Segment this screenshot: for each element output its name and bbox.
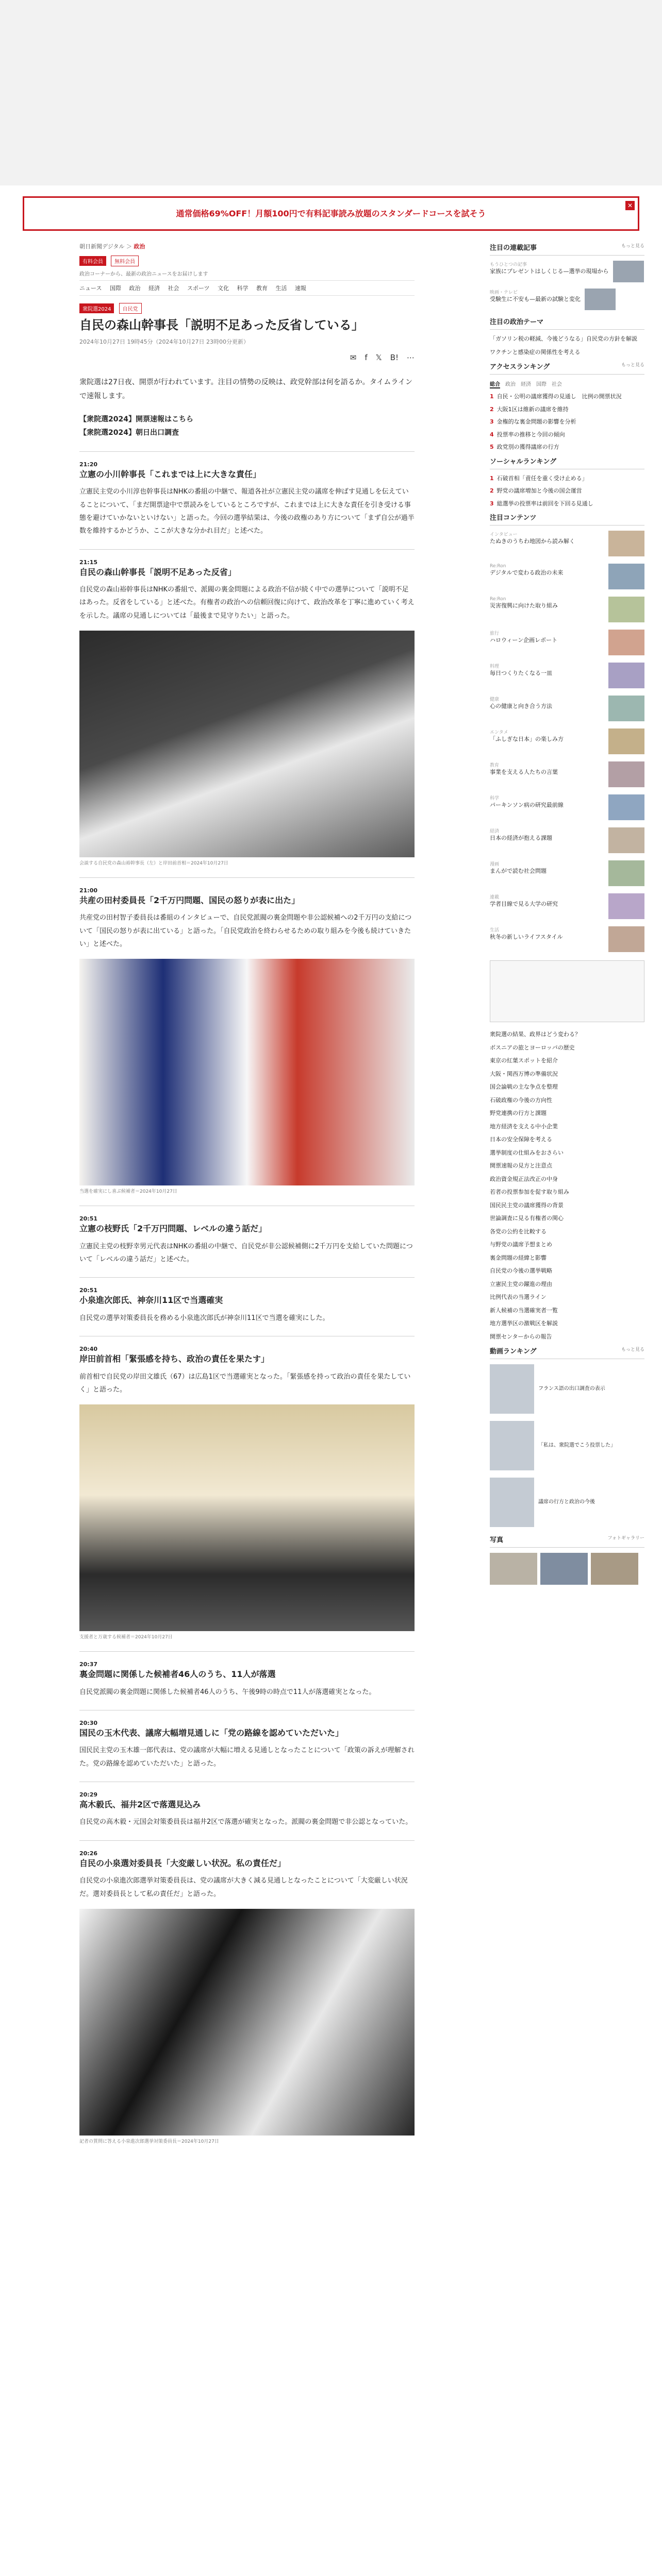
related-links — [79, 413, 415, 440]
rank-item[interactable] — [490, 405, 644, 414]
content-item[interactable] — [490, 794, 644, 820]
video-title: フランス語の出口調査の表示 — [538, 1386, 605, 1392]
x-icon[interactable]: 𝕏 — [375, 353, 382, 363]
section-header-ranking — [490, 361, 644, 375]
entry-time: 21:15 — [79, 558, 98, 566]
pick-thumbnail — [585, 289, 616, 310]
rank-text: 総選挙の投票率は前回を下回る見通し — [496, 500, 593, 507]
video-thumbnail — [490, 1421, 534, 1470]
content-category: Re:Ron — [490, 564, 506, 569]
more-link[interactable]: もっと見る — [621, 363, 644, 368]
list-item[interactable]: 衆院選の結果、政界はどう変わる？ — [490, 1031, 581, 1038]
list-item[interactable]: 比例代表の当選ライン — [490, 1294, 547, 1300]
more-link[interactable]: もっと見る — [621, 1347, 644, 1352]
content-text-wrap — [490, 761, 604, 787]
entry-time: 20:37 — [79, 1661, 98, 1668]
list-item[interactable]: 選挙制度の仕組みをおさらい — [490, 1149, 564, 1156]
tab-politics[interactable]: 政治 — [505, 382, 516, 387]
section-header-picks — [490, 242, 644, 256]
more-link[interactable]: もっと見る — [621, 244, 644, 249]
promo-banner[interactable] — [23, 196, 639, 231]
close-icon[interactable]: ✕ — [625, 201, 635, 210]
pick-item[interactable] — [490, 261, 644, 282]
content-item[interactable] — [490, 761, 644, 787]
catnav-item[interactable]: 生活 — [275, 285, 287, 292]
rank-number: 1 — [490, 474, 494, 482]
tab-all[interactable]: 総合 — [490, 380, 500, 388]
timeline-entry — [79, 1782, 415, 1829]
content-thumbnail — [608, 531, 644, 556]
content-title: 心の健康と向き合う方法 — [490, 703, 552, 709]
content-thumbnail — [608, 696, 644, 721]
entry-body: 自民党の選挙対策委員長を務める小泉進次郎氏が神奈川11区で当選を確実にした。 — [79, 1314, 329, 1322]
content-category: エンタメ — [490, 730, 508, 735]
pick-text: 受験生に不安も—最新の試験と変化 — [490, 296, 581, 302]
article-title: 自民の森山幹事長「説明不足あった反省している」 — [79, 317, 364, 332]
entry-body: 前首相で自民党の岸田文雄氏（67）は広島1区で当選確実となった。「緊張感を持って政治の責任を果たしていく」と語った。 — [79, 1372, 411, 1394]
list-item[interactable]: 国民民主党の議席獲得の背景 — [490, 1201, 564, 1209]
pick-category: 映画・テレビ — [490, 290, 518, 295]
link-exitpoll[interactable]: 【衆院選2024】朝日出口調査 — [79, 429, 179, 437]
share-bar — [79, 350, 415, 365]
entry-time: 21:20 — [79, 461, 98, 468]
entry-time: 20:51 — [79, 1215, 98, 1223]
list-item[interactable]: 政治資金規正法改正の中身 — [490, 1175, 558, 1182]
content-item[interactable] — [490, 893, 644, 919]
list-item[interactable]: 与野党の議席予想まとめ — [490, 1241, 552, 1248]
pick-thumbnail — [613, 261, 644, 282]
timeline-entry — [79, 1651, 415, 1699]
facebook-icon[interactable]: f — [365, 353, 368, 363]
entry-headline: 立憲の小川幹事長「これまでは上に大きな責任」 — [79, 469, 261, 479]
list-item[interactable]: 開票速報の見方と注意点 — [490, 1162, 552, 1169]
rank-item[interactable] — [490, 443, 644, 452]
entry-body: 共産党の田村智子委員長は番組のインタビューで、自民党派閥の裏金問題や非公認候補への2千万円の支給について「国民の怒りが表に出ている」と語った。「自民党政治を終わらせるための取り組みを今後も続けていきたい」と述べた。 — [79, 914, 412, 948]
content-item[interactable] — [490, 860, 644, 886]
video-title: 議席の行方と政治の今後 — [538, 1499, 595, 1505]
list-item[interactable]: 開票センターからの報告 — [490, 1333, 552, 1340]
rank-text: 政党別の獲得議席の行方 — [496, 444, 559, 450]
rank-item[interactable] — [490, 474, 644, 483]
section-title: 注目コンテンツ — [490, 514, 537, 522]
article-main — [79, 242, 415, 2576]
content-item[interactable] — [490, 663, 644, 688]
list-item[interactable]: 各党の公約を比較する — [490, 1228, 547, 1235]
rank-text: 自民・公明の議席獲得の見通し 比例の開票状況 — [496, 393, 622, 400]
badge-free: 無料会員 — [111, 256, 139, 266]
rank-number: 2 — [490, 487, 494, 494]
video-item[interactable] — [490, 1421, 644, 1470]
photo-caption: 記者の質問に答える小泉進次郎選挙対策委員長＝2024年10月27日 — [79, 2139, 219, 2144]
entry-time: 20:30 — [79, 1720, 98, 1726]
rank-number: 4 — [490, 431, 494, 438]
video-item[interactable] — [490, 1478, 644, 1527]
entry-headline: 自民の森山幹事長「説明不足あった反省」 — [79, 567, 236, 577]
article-tags — [79, 303, 415, 314]
list-item[interactable]: 裏金問題の経緯と影響 — [490, 1254, 547, 1261]
timeline-entry — [79, 1840, 415, 2144]
contents-list — [490, 531, 644, 952]
article-photo[interactable] — [79, 631, 415, 857]
timeline-entry — [79, 1277, 415, 1325]
list-item[interactable]: 国会論戦の主な争点を整理 — [490, 1083, 558, 1090]
catnav-item[interactable]: 科学 — [237, 285, 249, 292]
rank-item[interactable] — [490, 500, 644, 509]
breadcrumb-current[interactable]: 政治 — [134, 243, 145, 250]
more-link[interactable]: フォトギャラリー — [607, 1536, 644, 1541]
content-category: 生活 — [490, 928, 500, 933]
rank-text: 野党の議席増加と今後の国会運営 — [496, 487, 582, 494]
entry-time: 20:29 — [79, 1791, 98, 1799]
article-photo[interactable] — [79, 959, 415, 1185]
rank-item[interactable] — [490, 431, 644, 439]
entry-time: 21:00 — [79, 887, 98, 894]
content-category: 料理 — [490, 664, 500, 669]
content-text-wrap — [490, 597, 604, 622]
timeline-entry — [79, 549, 415, 866]
catnav-item[interactable]: 政治 — [129, 285, 141, 292]
rank-item[interactable] — [490, 487, 644, 496]
section-header-social — [490, 456, 644, 469]
content-thumbnail — [608, 893, 644, 919]
list-item[interactable]: 地方選挙区の激戦区を解説 — [490, 1320, 558, 1327]
timeline-entry — [79, 451, 415, 538]
entry-time: 20:26 — [79, 1850, 98, 1857]
content-item[interactable] — [490, 926, 644, 952]
video-thumbnail — [490, 1364, 534, 1414]
content-text-wrap — [490, 630, 604, 655]
ranking-tabs — [490, 380, 644, 388]
section-header-video — [490, 1346, 644, 1359]
content-thumbnail — [608, 564, 644, 589]
section-title: アクセスランキング — [490, 363, 550, 371]
rank-text: 金権的な裏金問題の影響を分析 — [496, 418, 576, 425]
video-thumbnail — [490, 1478, 534, 1527]
content-category: インタビュー — [490, 532, 518, 537]
section-header-photo — [490, 1534, 644, 1548]
content-text-wrap — [490, 893, 604, 919]
rank-text: 投票率の推移と今回の傾向 — [496, 431, 565, 438]
content-item[interactable] — [490, 696, 644, 721]
content-category: 教育 — [490, 763, 500, 768]
photo-caption: 当選を確実にし喜ぶ候補者＝2024年10月27日 — [79, 1189, 177, 1195]
section-title: 注目の政治テーマ — [490, 318, 544, 326]
list-item[interactable]: 地方経済を支える中小企業 — [490, 1123, 558, 1130]
pick-text: 家族にプレゼントはしくじる—選挙の現場から — [490, 268, 609, 275]
list-item[interactable]: 日本の安全保障を考える — [490, 1136, 552, 1143]
content-thumbnail — [608, 794, 644, 820]
content-title: まんがで読む社会問題 — [490, 868, 547, 874]
pick-item[interactable] — [490, 289, 644, 310]
content-title: 「ふしぎな日本」の楽しみ方 — [490, 736, 564, 742]
list-item[interactable]: 自民党の今後の選挙戦略 — [490, 1267, 552, 1274]
entry-headline: 自民の小泉選対委員長「大変厳しい状況。私の責任だ」 — [79, 1858, 286, 1868]
content-category: 漫画 — [490, 862, 500, 867]
content-title: 日本の経済が抱える課題 — [490, 835, 552, 841]
entry-headline: 立憲の枝野氏「2千万円問題、レベルの違う話だ」 — [79, 1224, 267, 1234]
content-item[interactable] — [490, 597, 644, 622]
content-title: 毎日つくりたくなる一皿 — [490, 670, 552, 676]
photo-thumb[interactable] — [591, 1553, 638, 1585]
content-category: 旅行 — [490, 631, 500, 636]
photo-caption: 会談する自民党の森山裕幹事長（左）と岸田前首相＝2024年10月27日 — [79, 860, 228, 866]
catnav-item[interactable]: 文化 — [218, 285, 229, 292]
photo-thumb[interactable] — [490, 1553, 537, 1585]
entry-headline: 共産の田村委員長「2千万円問題、国民の怒りが表に出た」 — [79, 895, 300, 905]
entry-headline: 国民の玉木代表、議席大幅増見通しに「党の路線を認めていただいた」 — [79, 1728, 344, 1738]
content-title: 秋冬の新しいライフスタイル — [490, 934, 563, 940]
timeline-entry — [79, 877, 415, 1194]
content-thumbnail — [608, 761, 644, 787]
content-text-wrap — [490, 531, 604, 556]
entry-time: 20:51 — [79, 1287, 98, 1294]
content-item[interactable] — [490, 531, 644, 556]
article-photo[interactable] — [79, 1404, 415, 1631]
content-title: 災害復興に向けた取り組み — [490, 602, 558, 609]
mail-icon[interactable]: ✉ — [350, 353, 357, 363]
rank-number: 3 — [490, 500, 494, 507]
catnav-item[interactable]: 社会 — [168, 285, 179, 292]
rank-number: 3 — [490, 418, 494, 425]
link-results[interactable]: 【衆院選2024】開票速報はこちら — [79, 415, 193, 423]
politics-list — [490, 1030, 644, 1341]
content-thumbnail — [608, 630, 644, 655]
catnav-item[interactable]: スポーツ — [187, 285, 210, 292]
rank-item[interactable] — [490, 418, 644, 427]
list-item[interactable]: 世論調査に見る有権者の関心 — [490, 1215, 564, 1222]
content-text-wrap — [490, 696, 604, 721]
content-title: デジタルで変わる政治の未来 — [490, 569, 564, 576]
content-title: 学者目線で見る大学の研究 — [490, 901, 558, 907]
promo-text: 通常価格69%OFF！月額100円で有料記事読み放題のスタンダードコースを試そう — [176, 209, 486, 218]
content-title: パーキンソン病の研究最前線 — [490, 802, 564, 808]
catnav-item[interactable]: 国際 — [109, 285, 121, 292]
tag[interactable]: 衆院選2024 — [79, 303, 114, 313]
entry-headline: 岸田前首相「緊張感を持ち、政治の責任を果たす」 — [79, 1354, 270, 1364]
list-item[interactable]: 野党連携の行方と課題 — [490, 1110, 547, 1116]
breadcrumb-path[interactable]: 朝日新聞デジタル ＞ — [79, 243, 134, 250]
content-category: Re:Ron — [490, 597, 506, 602]
category-nav — [79, 280, 415, 296]
catnav-item[interactable]: 経済 — [148, 285, 160, 292]
content-item[interactable] — [490, 827, 644, 853]
content-title: 事業を支える人たちの言葉 — [490, 769, 558, 775]
pick-category: もうひとつの記事 — [490, 262, 527, 267]
entry-body: 自民党の森山裕幹事長はNHKの番組で、派閥の裏金問題による政治不信が続く中での選挙について「説明不足はあった。反省をしている」と述べた。有権者の政治への信頼回復に向けて、政治改革を丁寧に進めていく考えを示した。議席の見通しについては「最後まで見守りたい」と語った。 — [79, 585, 415, 620]
section-header-cm — [490, 316, 644, 330]
content-thumbnail — [608, 728, 644, 754]
article-photo[interactable] — [79, 1909, 415, 2136]
entry-time: 20:40 — [79, 1346, 98, 1353]
content-text-wrap — [490, 926, 604, 952]
content-title: たぬきのうちわ地図から読み解く — [490, 538, 575, 545]
content-title: ハロウィーン企画レポート — [490, 637, 558, 643]
timeline-entry — [79, 1206, 415, 1266]
content-category: 健康 — [490, 697, 500, 702]
list-item[interactable]: 若者の投票参加を促す取り組み — [490, 1189, 569, 1195]
tab-international[interactable]: 国際 — [536, 382, 547, 387]
content-text-wrap — [490, 728, 604, 754]
content-item[interactable] — [490, 728, 644, 754]
content-thumbnail — [608, 827, 644, 853]
photo-caption: 支援者と万歳する候補者＝2024年10月27日 — [79, 1635, 173, 1640]
content-category: 科学 — [490, 796, 500, 801]
video-item[interactable] — [490, 1364, 644, 1414]
list-item[interactable]: 大阪・関西万博の準備状況 — [490, 1070, 558, 1077]
ranking-list — [490, 393, 644, 452]
hatena-icon[interactable]: B! — [390, 353, 399, 363]
social-list — [490, 474, 644, 509]
content-text-wrap — [490, 827, 604, 853]
content-thumbnail — [608, 597, 644, 622]
article-lead: 衆院選は27日夜、開票が行われています。注目の情勢の反映は、政党幹部は何を語るか。タイムラインで速報します。 — [79, 378, 412, 400]
article-date: 2024年10月27日 19時45分（2024年10月27日 23時00分更新） — [79, 338, 249, 346]
list-item[interactable]: 石破政権の今後の方向性 — [490, 1096, 552, 1104]
list-item[interactable]: 新人候補の当選確実者一覧 — [490, 1307, 558, 1314]
list-item[interactable]: 東京の紅葉スポットを紹介 — [490, 1057, 558, 1064]
timeline-entry — [79, 1336, 415, 1640]
content-thumbnail — [608, 926, 644, 952]
content-text-wrap — [490, 663, 604, 688]
entry-body: 自民党派閥の裏金問題に関係した候補者46人のうち、午後9時の時点で11人が落選確実となった。 — [79, 1688, 376, 1696]
section-title: 注目の連載記事 — [490, 244, 537, 252]
section-title: 動画ランキング — [490, 1348, 537, 1355]
content-item[interactable] — [490, 630, 644, 655]
sidebar — [490, 242, 644, 2576]
content-category: 経済 — [490, 829, 500, 834]
member-badges — [79, 256, 415, 266]
list-item[interactable]: 立憲民主党の躍進の理由 — [490, 1280, 552, 1287]
content-text-wrap — [490, 564, 604, 589]
section-title: ソーシャルランキング — [490, 457, 557, 466]
top-header-area — [0, 0, 662, 185]
tab-economy[interactable]: 経済 — [521, 382, 531, 387]
rank-number: 1 — [490, 393, 494, 400]
list-item[interactable]: ワクチンと感染症の関係性を考える — [490, 348, 581, 355]
rank-item[interactable] — [490, 393, 644, 401]
breadcrumb — [79, 242, 415, 250]
cm-list — [490, 335, 644, 357]
catnav-item[interactable]: 速報 — [295, 285, 307, 292]
tag[interactable]: 自民党 — [119, 303, 142, 314]
video-title: 「私は、衆院選でこう投票した」 — [538, 1443, 616, 1448]
rank-number: 5 — [490, 444, 494, 450]
rank-text: 大阪1区は維新の議席を維持 — [496, 405, 569, 413]
section-title: 写真 — [490, 1536, 504, 1544]
bookmark-icon[interactable]: ⋯ — [407, 353, 415, 363]
ad-slot[interactable] — [490, 960, 644, 1022]
photo-thumb[interactable] — [540, 1553, 588, 1585]
catnav-item[interactable]: ニュース — [79, 285, 102, 292]
content-thumbnail — [608, 663, 644, 688]
entry-body: 立憲民主党の小川淳也幹事長はNHKの番組の中継で、報道各社が立憲民主党の議席を伸ばす見通しを伝えていることについて、「まだ開票途中で票読みをしているところですが、これまでは上に大きな責任を引き受ける事態を避けていかないといけない」と語った。今回の選挙結果は、今後の政権のあり方について「まず自公が過半数を維持するかどうか、ここが大きな分かれ目だ」と述べた。 — [79, 488, 415, 535]
list-item[interactable]: ボスニアの旅とヨーロッパの歴史 — [490, 1044, 575, 1051]
tab-society[interactable]: 社会 — [552, 382, 562, 387]
timeline-entry — [79, 1710, 415, 1770]
rank-text: 石破首相「責任を重く受け止める」 — [496, 474, 588, 482]
content-text-wrap — [490, 860, 604, 886]
content-item[interactable] — [490, 564, 644, 589]
catnav-item[interactable]: 教育 — [256, 285, 268, 292]
entry-body: 立憲民主党の枝野幸男元代表はNHKの番組の中継で、自民党が非公認候補側に2千万円を支給していた問題について「レベルの違う話だ」と述べた。 — [79, 1242, 413, 1264]
content-thumbnail — [608, 860, 644, 886]
entry-headline: 高木毅氏、福井2区で落選見込み — [79, 1800, 201, 1810]
entry-headline: 小泉進次郎氏、神奈川11区で当選確実 — [79, 1295, 223, 1306]
section-subtitle: 政治コーナーから、最新の政治ニュースをお届けします — [79, 272, 208, 277]
entry-headline: 裏金問題に関係した候補者46人のうち、11人が落選 — [79, 1669, 276, 1680]
entry-body: 自民党の小泉進次郎選挙対策委員長は、党の議席が大きく減る見通しとなったことについて「大変厳しい状況だ。選対委員長として私の責任だ」と語った。 — [79, 1877, 408, 1898]
entry-body: 国民民主党の玉木雄一郎代表は、党の議席が大幅に増える見通しとなったことについて「政策の訴えが理解された。党の路線を認めていただいた」と語った。 — [79, 1747, 415, 1768]
badge-paid: 有料会員 — [79, 256, 106, 266]
content-category: 連載 — [490, 895, 500, 900]
rank-number: 2 — [490, 405, 494, 413]
photo-strip — [490, 1553, 644, 1585]
entry-body: 自民党の高木毅・元国会対策委員長は福井2区で落選が確実となった。派閥の裏金問題で非公認となっていた。 — [79, 1818, 412, 1826]
content-text-wrap — [490, 794, 604, 820]
section-header-contents — [490, 512, 644, 526]
list-item[interactable]: 「ガソリン税の軽減、今後どうなる」自民党の方針を解説 — [490, 335, 637, 342]
